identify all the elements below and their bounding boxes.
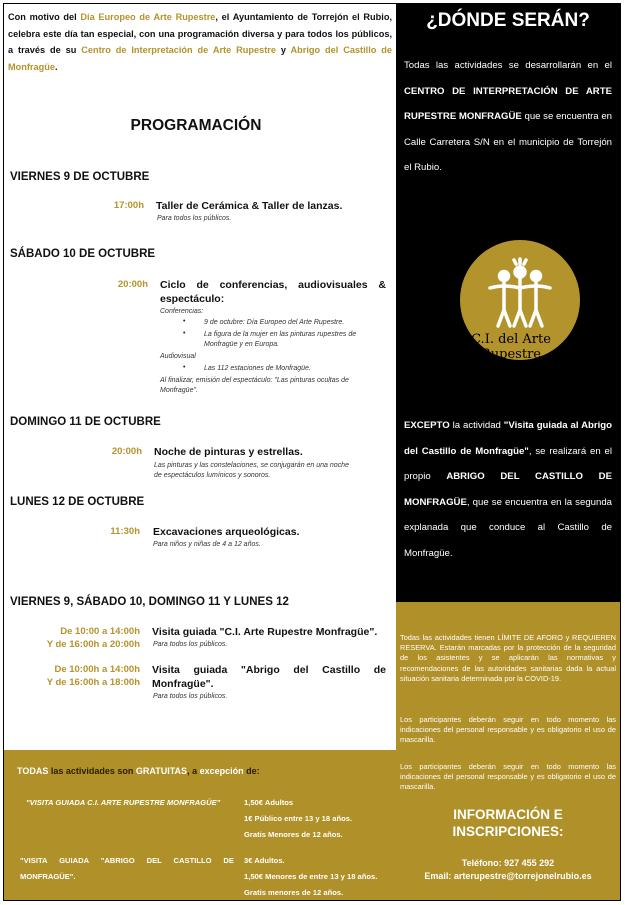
event-description: Para todos los públicos. [153,693,228,700]
exception-text: , se realizará en el propio [404,445,612,482]
prices-todas: TODAS [17,766,49,776]
audiovisual-label: Audiovisual [160,353,196,360]
intro-text: . [54,61,58,72]
location-centro: CENTRO DE INTERPRETACIÓN DE ARTE RUPESTRE MONFRAGÜE [404,85,612,122]
exception-text: la actividad [449,420,504,431]
program-title: PROGRAMACIÓN [130,117,262,134]
day-heading-lunes: LUNES 12 DE OCTUBRE [10,496,145,508]
visit-abrigo-name: "VISITA GUIADA "ABRIGO DEL CASTILLO DE [20,856,234,865]
day-heading-domingo: DOMINGO 11 DE OCTUBRE [10,416,161,428]
day-heading-sabado: SÁBADO 10 DE OCTUBRE [10,248,156,260]
event-time: 11:30h [110,526,140,537]
event-time: 17:00h [113,200,144,211]
logo-caption: C.I. del Arte Rupestre [471,332,551,362]
prices-excepcion: excepción [199,766,244,776]
prices-text: , a [187,766,200,776]
prices-text: de: [243,766,260,776]
mask-notice-repeat: Los participantes deberán seguir en todo momento las indicaciones del personal responsable y es obligatorio el uso de mascarilla. [400,762,616,792]
prices-gratuitas: GRATUITAS [135,766,188,776]
info-heading [396,806,620,840]
prices-text: las actividades son [48,766,136,776]
info-heading-line2: INSCRIPCIONES: [452,824,564,839]
closing-show: Al finalizar, emisión del espectáculo: "Las pinturas ocultas de [160,377,349,384]
visit-abrigo-price-adults: 3€ Adultos. [244,856,285,865]
contact-email[interactable]: Email: arterupestre@torrejonelrubio.es [424,871,592,881]
visit-abrigo-price-kids: Gratis menores de 12 años. [244,888,344,897]
prices-heading [17,766,260,776]
event-title: Excavaciones arqueológicas. [153,526,300,538]
exception-excepto: EXCEPTO [404,420,450,431]
intro-centro: Centro de Interpretación de Arte Rupestre [81,45,276,55]
location-title: ¿DÓNDE SERÁN? [426,10,590,31]
conference-item: 9 de octubre: Día Europeo del Arte Rupestre. [204,319,345,326]
event-description: Para todos los públicos. [157,215,232,222]
conference-item: La figura de la mujer en las pinturas rupestres de [204,331,357,338]
event-description: Para todos los públicos. [153,641,228,648]
event-title: Noche de pinturas y estrellas. [154,446,303,458]
location-paragraph [404,53,612,181]
contact-phone: Teléfono: 927 455 292 [461,858,555,868]
visit-abrigo-name-cont: MONFRAGÜE". [20,872,76,881]
bullet-dot: • [183,330,186,337]
visit-abrigo-price-teens: 1,50€ Menores de entre 13 y 18 años. [244,872,378,881]
mask-notice: Los participantes deberán seguir en todo momento las indicaciones del personal responsable y es obligatorio el uso de mascarilla. [400,715,616,745]
exception-visit: "Visita guiada al Abrigo del Castillo de Monfragüe" [404,420,613,457]
exception-text: , que se encuentra en la segunda explanada que conduce al Castillo de Monfragüe. [404,496,612,559]
conferences-label: Conferencias: [160,308,204,315]
intro-text: Con motivo del [8,12,81,22]
event-time: De 10:00h a 14:00h [54,664,140,675]
visit-ci-price-teens: 1€ Público entre 13 y 18 años. [244,814,353,823]
exception-abrigo: ABRIGO DEL CASTILLO DE MONFRAGÜE [404,471,612,508]
conference-item-cont: Monfragüe y en Europa. [204,341,280,348]
event-time: De 10:00 a 14:00h [60,626,140,637]
event-time-afternoon: Y de 16:00h a 20:00h [46,639,140,650]
location-text: Todas las actividades se desarrollarán en el [404,60,612,71]
event-title-cont: espectáculo: [160,293,225,305]
day-heading-all-days: VIERNES 9, SÁBADO 10, DOMINGO 11 Y LUNES 12 [10,596,289,608]
intro-paragraph [8,9,392,75]
event-title-cont: Monfragüe". [152,678,214,690]
intro-text: y [275,45,291,55]
day-heading-viernes: VIERNES 9 DE OCTUBRE [10,171,150,183]
event-description: Las pinturas y las constelaciones, se conjugarán en una noche [154,462,349,469]
intro-abrigo: Abrigo del Castillo de Monfragüe [8,45,393,72]
event-time: 20:00h [111,446,142,457]
audiovisual-item: Las 112 estaciones de Monfragüe. [204,365,311,372]
info-heading-line1: INFORMACIÓN E [453,807,563,822]
event-time-afternoon: Y de 16:00h a 18:00h [46,677,140,688]
event-title: Ciclo de conferencias, audiovisuales & [160,279,386,291]
event-title: Taller de Cerámica & Taller de lanzas. [156,200,343,212]
event-description: Para niños y niñas de 4 a 12 años. [153,541,261,548]
visit-ci-price-adults: 1,50€ Adultos [244,798,294,807]
bullet-dot: • [183,364,186,371]
event-time: 20:00h [117,279,148,290]
visit-ci-name: "VISITA GUIADA C.I. ARTE RUPESTRE MONFRAGÜE" [26,798,221,807]
visit-ci-price-kids: Gratis Menores de 12 años. [244,830,343,839]
closing-show-cont: Monfragüe". [160,387,198,394]
exception-paragraph [404,413,612,566]
intro-text: , el Ayuntamiento de Torrejón el Rubio, celebra este día tan especial, con una programación diversa y para todos los públicos, a través de su [8,12,392,55]
intro-dia: Día Europeo de Arte Rupestre [80,12,216,22]
location-text: que se encuentra en Calle Carretera S/N en el municipio de Torrejón el Rubio. [404,111,612,173]
event-description-cont: de espectáculos lumínicos y sonoros. [154,472,271,479]
capacity-notice: Todas las actividades tienen LÍMITE DE AFORO y REQUIEREN RESERVA. Estarán marcadas por la protección de la seguridad de los asistentes y se aplicarán las normativas y recomendaciones de las autoridades sanitarias dada la actual situación sanitaria determinada por la COVID-19. [400,633,616,683]
event-title: Visita guiada "C.I. Arte Rupestre Monfragüe". [152,626,378,638]
bullet-dot: • [183,318,186,325]
event-title: Visita guiada "Abrigo del Castillo de [152,664,386,676]
